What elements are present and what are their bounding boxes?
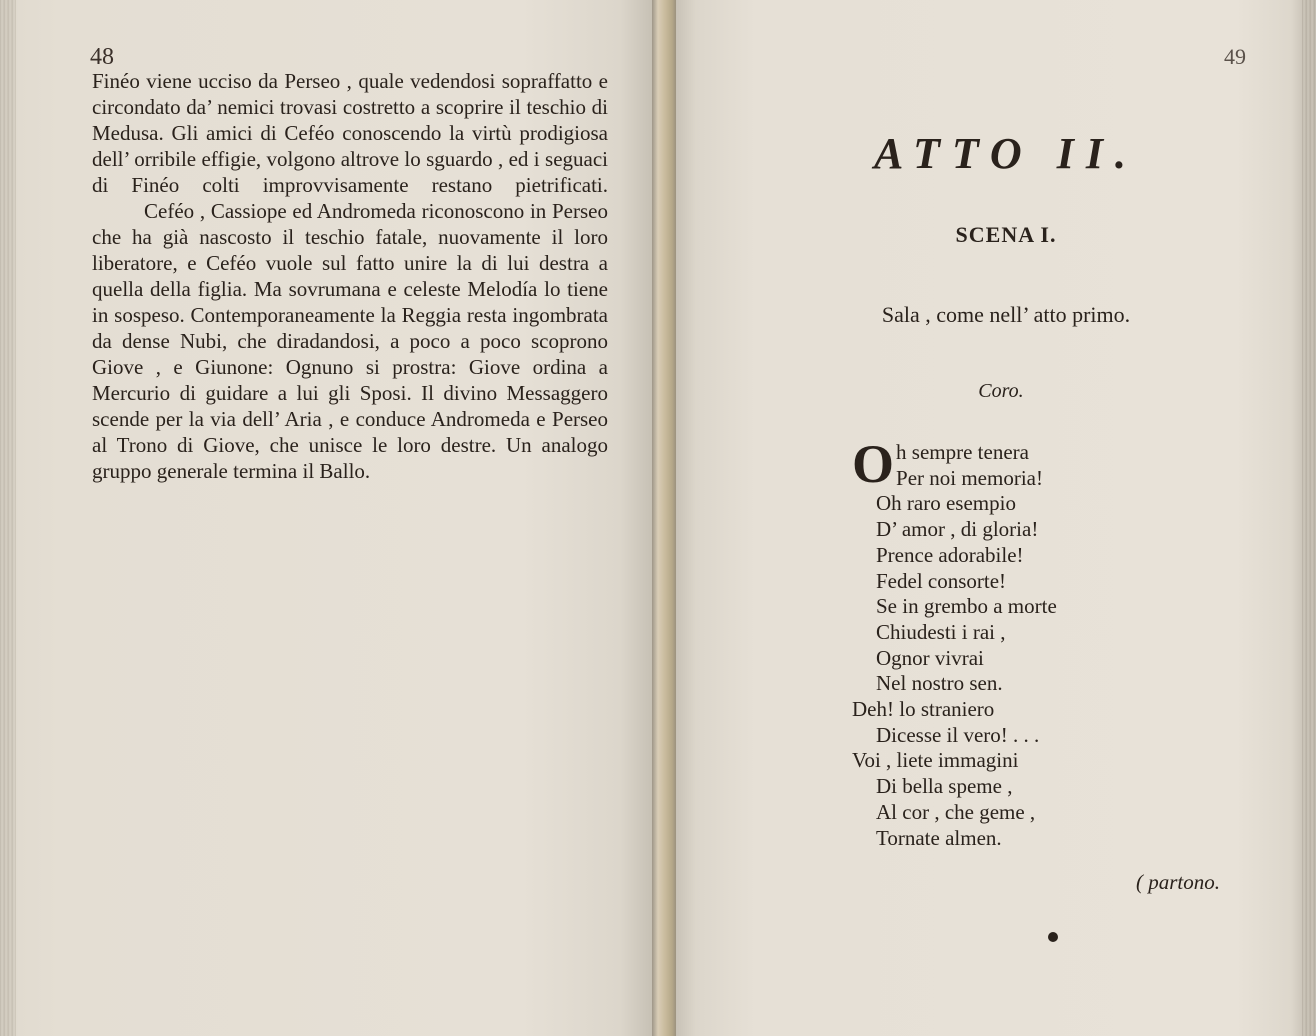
book-gutter bbox=[652, 0, 678, 1036]
left-page bbox=[0, 0, 656, 1036]
verse-line: Ognor vivrai bbox=[876, 645, 984, 670]
verse-line: Oh raro esempio bbox=[876, 491, 1016, 516]
verse-line: Prence adorabile! bbox=[876, 542, 1024, 567]
paragraph-2: Ceféo , Cassiope ed Andromeda riconoscono in Perseo che ha già nascosto il teschio fatale, nuovamente il loro liberatore, e Ceféo vuole sul fatto unire la di lui destra a quella della figlia. Ma sovrumana e celeste Melodía lo tiene in sospeso. Contemporaneamente la Reggia resta ingombrata da dense Nubi, che diradandosi, a poco a poco scoprono Giove , e Giunone: Ognuno si prostra: Giove ordina a Mercurio di guidare a lui gli Sposi. Il divino Messaggero scende per la via dell’ Aria , e conduce Andromeda e Perseo al Trono di Giove, che unisce le loro destre. Un analogo gruppo generale termina il Ballo. bbox=[92, 199, 608, 483]
ornament-dot bbox=[1048, 932, 1058, 942]
verse-line: Dicesse il vero! . . . bbox=[876, 722, 1040, 747]
verse-line: Voi , liete immagini bbox=[852, 748, 1019, 773]
verse-line: Se in grembo a morte bbox=[876, 594, 1057, 619]
stage-setting: Sala , come nell’ atto primo. bbox=[881, 302, 1131, 327]
act-title: ATTO II. bbox=[874, 129, 1138, 178]
chorus-verse bbox=[852, 434, 1212, 851]
ballet-description bbox=[92, 68, 608, 484]
verse-line: Per noi memoria! bbox=[896, 465, 1043, 490]
verse-line: Nel nostro sen. bbox=[876, 671, 1003, 696]
verse-line: Chiudesti i rai , bbox=[876, 619, 1006, 644]
verse-line: Tornate almen. bbox=[876, 825, 1002, 850]
page-number-left: 48 bbox=[90, 44, 114, 70]
exit-direction: ( partono. bbox=[1136, 870, 1220, 894]
verse-line-text: h sempre tenera bbox=[896, 440, 1029, 464]
verse-line: Di bella speme , bbox=[876, 774, 1013, 799]
page-number-right: 49 bbox=[1224, 44, 1246, 69]
verse-line: Fedel consorte! bbox=[876, 568, 1007, 593]
right-page bbox=[676, 0, 1316, 1036]
scene-title: SCENA I. bbox=[955, 222, 1057, 247]
drop-cap: O bbox=[852, 434, 895, 494]
paragraph-1: Finéo viene ucciso da Perseo , quale vedendosi sopraffatto e circondato da’ nemici trovasi costretto a scoprire il teschio di Medusa. Gli amici di Ceféo conoscendo la virtù prodigiosa dell’ orribile effigie, volgono altrove lo sguardo , ed i seguaci di Finéo colti improvvisamente restano pietrificati. bbox=[92, 69, 608, 197]
verse-line: D’ amor , di gloria! bbox=[876, 517, 1039, 542]
verse-line: Deh! lo straniero bbox=[852, 697, 995, 722]
verse-line: Al cor , che geme , bbox=[876, 799, 1036, 824]
speaker-label: Coro. bbox=[978, 380, 1024, 402]
